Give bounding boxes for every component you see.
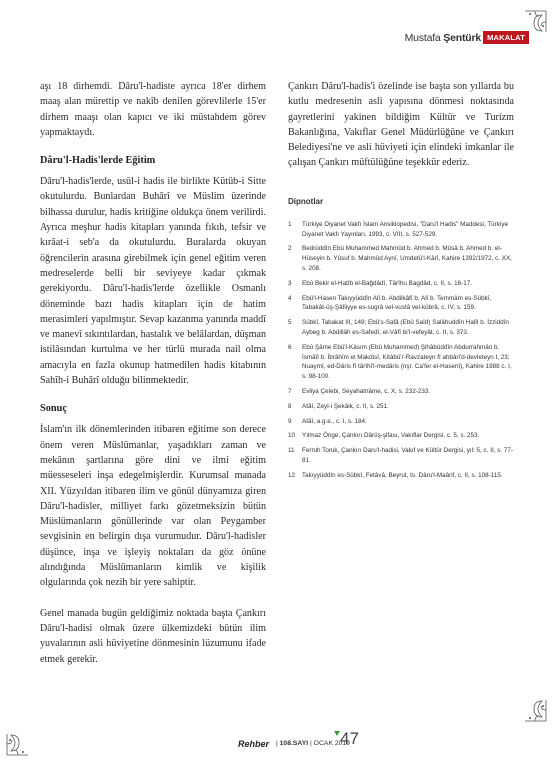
left-column (40, 79, 266, 682)
corner-ornament-icon (521, 696, 547, 722)
footnote-number: 12 (288, 471, 296, 479)
corner-ornament-icon (6, 730, 32, 756)
footnote-item (288, 294, 514, 314)
footnote-text: Sübkî, Tabakat III, 149; Ebû's-Safâ (Ebû Saîd) Salâhuddîn Halîl b. İzziddîn Aybeg b. Abdillâh es-Safedî, el-Vâfî bi'l-vefeyât, c. II, s. 373. (302, 319, 509, 336)
section-heading-conclusion: Sonuç (40, 403, 67, 415)
footnote-text: Bedrüddîn Ebü Muhammed Mahmûd b. Ahmed b. Mûsâ b. Ahmed b. el-Hüseyin b. Yûsuf b. Mahmûd Aynî, Umdetü'l-Kârî, Kahire 1392/1972, c. XX, s. 208. (302, 245, 512, 272)
footnote-number: 4 (288, 294, 292, 302)
footnote-item (288, 402, 514, 412)
footnote-item (288, 446, 514, 466)
footnote-text: Evliya Çelebi, Seyahatnâme, c. X, s. 232-233. (302, 387, 431, 395)
footnote-number: 9 (288, 417, 292, 425)
footnote-number: 8 (288, 402, 292, 410)
author-first-name: Mustafa (404, 32, 441, 44)
conclusion-paragraph-1: İslam'ın ilk dönemlerinden itibaren eğitime son derece önem veren Müslümanlar, yaşadıkları zaman ve mekânın şartlarına göre dini ve ilmi eğitim müesseseleri inşa edegelmişlerdir. Kurumsal manada XII. Yüzyıldan itibaren ilim ve gönül dünyamıza giren Dâru'l-hadisler, milliyet farkı gözetmeksizin bütün Müslümanların gönüllerinde var olan Peygamber sevgisinin en belirgin dışa vurumudur. Dâru'l-hadisler düşünce, inşa ve işleyiş noktaları da göz önüne alındığında Müslümanların kimlik ve kişilik olgularında çok nezih bir yere sahiptir. (40, 424, 266, 589)
footnote-number: 10 (288, 432, 296, 440)
footnote-number: 6 (288, 343, 292, 351)
footnote-number: 7 (288, 387, 292, 395)
issue-info: | 108.SAYI | OCAK 2019 (276, 740, 350, 747)
conclusion-paragraph-2: Genel manada bugün geldiğimiz noktada başta Çankırı Dâru'l-hadisi olmak üzere ülkemizdeki bütün ilim yuvalarının asli hüviyetine dönmesinin lüzumunu ifade etmek gerekir. (40, 607, 266, 665)
footnote-number: 1 (288, 220, 292, 228)
footnote-item (288, 387, 514, 397)
footnote-text: Ebû Bekir el-Hatîb el-Bağdâdî, Târîhu Bagdâd, c. II, s. 16-17. (302, 279, 472, 287)
footnote-item (288, 343, 514, 382)
right-column (288, 79, 514, 486)
footnotes-list (288, 220, 514, 481)
footnote-text: Takıyyüddîn es-Sübkî, Fetâvâ, Beyrut, ts. Dâru'l-Maârif, c. II, s. 108-115. (302, 471, 503, 479)
magazine-logo: Rehber (238, 739, 270, 749)
page-number: 47 (340, 729, 359, 748)
intro-paragraph: aşı 18 dirhemdi. Dâru'l-hadiste ayrıca 18'er dirhem maaş alan mürettip ve nakîb denilen görevlilerle 15'er dirhem maaşı olan kapıcı ve iki müstahdem görev yapmaktaydı. (40, 81, 266, 138)
footnote-text: Atâî, Zeyl-i Şekâik, c. II, s. 251. (302, 402, 389, 410)
footnote-text: Ferruh Toruk, Çankırı Daru'l-hadisi, Vakıf ve Kültür Dergisi, yıl: 5, c. II, s. 77-81. (302, 447, 513, 464)
footnote-item (288, 244, 514, 273)
corner-ornament-icon (521, 10, 547, 36)
author-name (405, 32, 481, 44)
footnote-item (288, 471, 514, 481)
footnote-item (288, 318, 514, 338)
footnote-number: 2 (288, 245, 292, 253)
section-heading-education: Dâru'l-Hadis'lerde Eğitim (40, 155, 156, 167)
footnote-text: Yılmaz Önge, Çankırı Dârüş-şifası, Vakıflar Dergisi, c. 5, s. 253. (302, 432, 480, 440)
footnote-text: Atâî, a.g.e., c. I, s. 184. (302, 417, 367, 425)
footnote-item (288, 431, 514, 441)
issue-number: 108.SAYI (279, 740, 309, 747)
footnote-number: 5 (288, 319, 292, 327)
footnote-item (288, 220, 514, 240)
footnote-item (288, 417, 514, 427)
footnote-text: Türkiye Diyanet Vakfı İslam Ansiklopedisi, "Daru'l Hadis" Maddesi, Türkiye Diyanet Vakfı Yayınları, 1993, c. VIII, s. 527-529. (302, 220, 508, 238)
education-paragraph: Dâru'l-hadis'lerde, usûl-i hadis ile birlikte Kütüb-i Sitte okutulurdu. Bunlardan Buhârî ve Müslim üzerinde bilhassa durulur, hadis kritiğine oldukça önem verilirdi. Ayrıca meşhur hadis kitapları yanında fıkıh, tefsir ve kırâat-i seb'a da okutulurdu. Buralarda okuyan öğrencilerin arasına girebilmek için genel eğitim veren medreselerde belli bir seviyeye kadar çıkmak gerekiyordu. Dâru'l-hadis'lerde özellikle Osmanlı döneminde bazı hadis kitapları için de hatim merasimleri yapılmıştır. Sevap kazanma yanında maddî ve manevî sıkıntılardan, hastalık ve belâlardan, düşman istilâsından kurtulma ve her türlü murada nail olma amacıyla en fazla okunup hatmedilen hadis kitabının Sahîh-i Buhârî olduğu bilinmektedir. (40, 176, 266, 387)
footnote-item (288, 279, 514, 289)
footnote-text: Ebü'l-Hasen Takıyyüddîn Alî b. Abdilkâfî b. Alî b. Temmâm es-Sübkî, Tabakât-üş-Şâfiiyye es-sugrâ vel-vustâ vel-kübrâ, c. IV, s. 159. (302, 294, 492, 312)
footnote-number: 3 (288, 279, 292, 287)
footnotes-title: Dipnotlar (288, 196, 324, 206)
author-last-name: Şentürk (443, 32, 481, 44)
issue-date: OCAK 2019 (313, 740, 350, 747)
footnote-text: Ebû Şâme Ebü'l-Kâsım (Ebû Muhammed) Şihâbüddîn Abdurrahmân b. İsmâîl b. İbrâhîm el Makdisî, Kitâbü'r-Ravzateyn fî ahbâri'd-devleteyn I, 23; Nuaymî, ed-Dâris fî târîhi'l-medâris (nşr. Ca'fer el-Hasenî), Kahire 1988 c. I, s. 98-100. (302, 343, 512, 381)
footnote-number: 11 (288, 447, 295, 455)
closing-paragraph: Çankırı Dâru'l-hadis'i özelinde ise başta son yıllarda bu kutlu medresenin asli yapısına dönmesi noktasında gayretlerini yakinen bildiğim Kültür ve Turizm Bakanlığına, Vakıflar Genel Müdürlüğüne ve Çankırı Belediyesi'ne ve asli hüviyeti için elindeki imkanlar ile çalışan Çankırı müftülüğüne teşekkür ederiz. (288, 81, 514, 169)
section-badge: MAKALAT (483, 31, 529, 44)
